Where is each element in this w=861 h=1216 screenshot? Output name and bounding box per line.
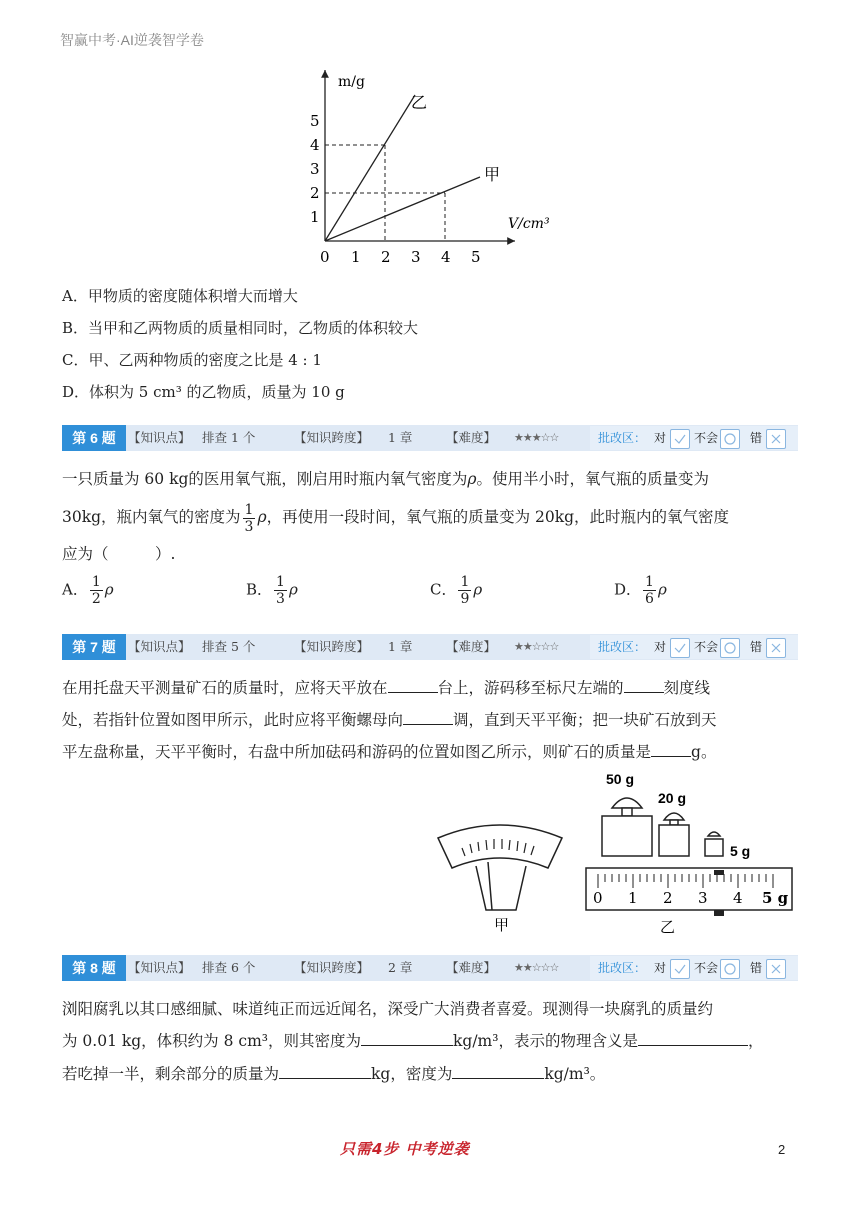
q6-option-c: [430, 574, 482, 607]
q7-line1: [62, 671, 802, 705]
q8-text: ，: [747, 1032, 764, 1050]
q8-text: kg/m³。: [544, 1065, 606, 1083]
x-tick: 1: [351, 248, 361, 266]
answer-blank[interactable]: [651, 740, 691, 757]
denominator: 2: [91, 591, 101, 607]
x-tick: 3: [411, 248, 421, 266]
q6-text: ，再使用一段时间，氧气瓶的质量变为 20kg，此时瓶内的氧气密度: [266, 508, 730, 526]
y-tick: 3: [310, 160, 320, 178]
difficulty-label: 【难度】: [446, 639, 497, 654]
q7-text: 台上，游码移至标尺左端的: [437, 679, 624, 697]
denominator: 9: [460, 591, 470, 607]
q7-text: g。: [691, 743, 717, 761]
q8-number: 第 8 题: [62, 955, 126, 981]
rho-symbol: ρ: [467, 470, 477, 488]
q6-number: 第 6 题: [62, 425, 126, 451]
y-tick: 5: [310, 112, 320, 130]
weight-20g-label: 20 g: [658, 790, 687, 806]
review-area: [590, 426, 798, 450]
review-area: [590, 635, 798, 659]
scale-tick: 5 g: [762, 889, 789, 907]
q7-number: 第 7 题: [62, 634, 126, 660]
q6-text: 一只质量为 60 kg的医用氧气瓶，刚启用时瓶内氧气密度为: [62, 470, 468, 488]
y-tick: 2: [310, 184, 320, 202]
footer-logo: 只需4步 中考逆袭: [340, 1140, 470, 1158]
rho-symbol: ρ: [288, 580, 298, 599]
figure-label-jia: 甲: [494, 916, 510, 934]
knowledge-label: 【知识点】: [128, 430, 191, 445]
balance-pointer-figure: [430, 820, 570, 940]
review-wrong-label: 错: [750, 640, 763, 654]
difficulty-label: 【难度】: [446, 430, 497, 445]
x-axis-label: V/cm³: [508, 216, 550, 232]
numerator: 1: [460, 574, 470, 590]
answer-blank[interactable]: [403, 708, 453, 725]
cross-box[interactable]: [766, 959, 786, 979]
difficulty-stars: ★★★☆☆: [514, 431, 559, 444]
numerator: 1: [645, 574, 654, 590]
review-unknown-label: 不会: [694, 431, 719, 445]
answer-blank[interactable]: [279, 1062, 371, 1079]
q8-text: kg/m³，表示的物理含义是: [453, 1032, 638, 1050]
denominator: 6: [645, 591, 654, 607]
scale-tick: 4: [733, 889, 743, 907]
knowledge-label: 【知识点】: [128, 960, 191, 975]
answer-blank[interactable]: [388, 676, 438, 693]
knowledge-label: 【知识点】: [128, 639, 191, 654]
q8-header-bar: [62, 955, 798, 981]
q7-text: 在用托盘天平测量矿石的质量时，应将天平放在: [62, 679, 388, 697]
option-label: A．: [62, 580, 88, 599]
review-area: [590, 956, 798, 980]
page-header: 智赢中考·AI逆袭智学卷: [60, 32, 204, 48]
y-tick: 1: [310, 208, 320, 226]
q7-header-bar: [62, 634, 798, 660]
circle-box[interactable]: [720, 959, 740, 979]
difficulty-stars: ★★☆☆☆: [514, 640, 559, 653]
fraction: [643, 574, 656, 607]
check-box[interactable]: [670, 959, 690, 979]
rho-symbol: ρ: [473, 580, 483, 599]
x-tick: 5: [471, 248, 481, 266]
scale-tick: 3: [698, 889, 708, 907]
q6-text: 。使用半小时，氧气瓶的质量变为: [476, 470, 710, 488]
q7-text: 处，若指针位置如图甲所示，此时应将平衡螺母向: [62, 711, 404, 729]
x-tick: 2: [381, 248, 391, 266]
rho-symbol: ρ: [104, 580, 114, 599]
denominator: 3: [244, 518, 254, 535]
numerator: 1: [244, 501, 254, 518]
knowledge-count: 排查 5 个: [202, 639, 256, 654]
knowledge-count: 排查 6 个: [202, 960, 256, 975]
y-tick: 4: [310, 136, 320, 154]
numerator: 1: [276, 574, 285, 590]
q6-text: 30kg，瓶内氧气的密度为: [62, 508, 241, 526]
answer-blank[interactable]: [452, 1062, 544, 1079]
origin-label: 0: [320, 248, 330, 266]
review-right-label: 对: [654, 961, 667, 975]
review-right-label: 对: [654, 640, 667, 654]
q7-line3: [62, 735, 802, 769]
check-box[interactable]: [670, 429, 690, 449]
difficulty-stars: ★★☆☆☆: [514, 961, 559, 974]
q6-option-d: [614, 574, 667, 607]
q6-option-a: [62, 574, 114, 607]
q7-text: 平左盘称量，天平平衡时，右盘中所加砝码和游码的位置如图乙所示，则矿石的质量是: [62, 743, 652, 761]
review-wrong-label: 错: [750, 961, 763, 975]
weight-50g-label: 50 g: [606, 771, 635, 787]
q5-option-a: A．甲物质的密度随体积增大而增大: [62, 287, 298, 305]
span-label: 【知识跨度】: [294, 430, 370, 445]
span-label: 【知识跨度】: [294, 639, 370, 654]
review-wrong-label: 错: [750, 431, 763, 445]
q8-line1: 浏阳腐乳以其口感细腻、味道纯正而远近闻名，深受广大消费者喜爱。现测得一块腐乳的质量约: [62, 1000, 714, 1018]
cross-box[interactable]: [766, 429, 786, 449]
q5-option-b: B．当甲和乙两物质的质量相同时，乙物质的体积较大: [62, 319, 419, 337]
line-label-yi: 乙: [411, 93, 428, 112]
span-value: 2 章: [388, 960, 413, 975]
q6-line1: [62, 462, 802, 496]
option-label: B．: [246, 580, 273, 599]
review-label: 批改区：: [598, 961, 647, 975]
scale-tick: 0: [593, 889, 603, 907]
q8-line2: [62, 1024, 802, 1058]
q8-text: 若吃掉一半，剩余部分的质量为: [62, 1065, 280, 1083]
fraction: [243, 502, 256, 535]
difficulty-label: 【难度】: [446, 960, 497, 975]
option-label: D．: [614, 580, 642, 599]
answer-blank[interactable]: [361, 1029, 453, 1046]
weight-5g-label: 5 g: [730, 843, 751, 859]
option-label: C．: [430, 580, 457, 599]
numerator: 1: [91, 574, 101, 590]
fraction: [458, 574, 471, 607]
q5-option-c: C．甲、乙两种物质的密度之比是 4 : 1: [62, 351, 322, 369]
q7-line2: [62, 703, 802, 737]
q6-header-bar: [62, 425, 798, 451]
scale-tick: 1: [628, 889, 638, 907]
q6-line2: [62, 500, 802, 535]
span-label: 【知识跨度】: [294, 960, 370, 975]
answer-blank[interactable]: [624, 676, 664, 693]
q8-text: 为 0.01 kg，体积约为 8 cm³，则其密度为: [62, 1032, 361, 1050]
weights-and-scale-figure: [580, 770, 800, 940]
line-label-jia: 甲: [484, 165, 501, 184]
page-number: 2: [778, 1142, 786, 1157]
denominator: 3: [276, 591, 285, 607]
circle-box[interactable]: [720, 638, 740, 658]
mass-volume-graph: [300, 60, 550, 270]
x-tick: 4: [441, 248, 451, 266]
answer-blank[interactable]: [638, 1029, 748, 1046]
circle-box[interactable]: [720, 429, 740, 449]
q7-text: 刻度线: [663, 679, 711, 697]
rho-symbol: ρ: [257, 508, 267, 526]
span-value: 1 章: [388, 430, 413, 445]
figure-label-yi: 乙: [660, 918, 676, 936]
review-unknown-label: 不会: [694, 961, 719, 975]
q8-text: kg，密度为: [371, 1065, 453, 1083]
review-label: 批改区：: [598, 431, 647, 445]
knowledge-count: 排查 1 个: [202, 430, 256, 445]
q7-text: 调，直到天平平衡；把一块矿石放到天: [453, 711, 717, 729]
review-unknown-label: 不会: [694, 640, 719, 654]
q5-option-d: D．体积为 5 cm³ 的乙物质，质量为 10 g: [62, 383, 345, 401]
q8-line3: [62, 1057, 802, 1091]
q6-option-b: [246, 574, 298, 607]
span-value: 1 章: [388, 639, 413, 654]
review-right-label: 对: [654, 431, 667, 445]
y-axis-label: m/g: [338, 74, 365, 90]
check-box[interactable]: [670, 638, 690, 658]
q6-line3: 应为（ ）.: [62, 545, 176, 563]
rho-symbol: ρ: [657, 580, 667, 599]
fraction: [90, 574, 103, 607]
cross-box[interactable]: [766, 638, 786, 658]
fraction: [274, 574, 287, 607]
review-label: 批改区：: [598, 640, 647, 654]
scale-tick: 2: [663, 889, 673, 907]
